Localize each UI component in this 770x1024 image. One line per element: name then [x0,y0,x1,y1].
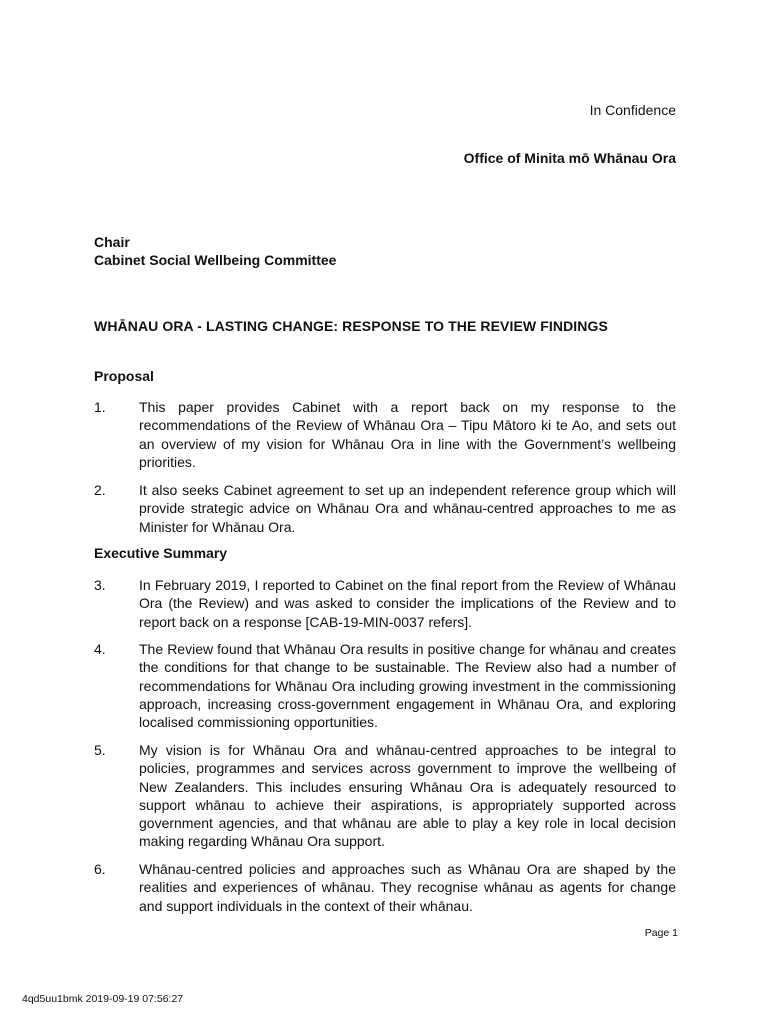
numbered-paragraph [94,860,676,915]
footer-stamp: 4qd5uu1bmk 2019-09-19 07:56:27 [22,993,184,1005]
paragraph-text: The Review found that Whānau Ora results in positive change for whānau and creates the conditions for that change to be sustainable. The Review also had a number of recommendations for Whānau Ora including growing investment in the commissioning approach, increasing cross-government engagement in Whānau Ora, and exploring localised commissioning opportunities. [139,641,676,731]
numbered-paragraph [94,640,676,731]
paragraph-text: In February 2019, I reported to Cabinet on the final report from the Review of Whānau Ora (the Review) and was asked to consider the implications of the Review and to report back on a response [CAB-19-MIN-0037 refers]. [139,577,676,630]
addressee-line1: Chair [94,234,130,250]
numbered-paragraph [94,576,676,631]
paragraph-number: 1. [94,399,106,415]
paragraph-text: This paper provides Cabinet with a report back on my response to the recommendations of the Review of Whānau Ora – Tipu Mātoro ki te Ao, and sets out an overview of my vision for Whānau Ora in line with the Government’s wellbeing priorities. [139,399,676,470]
paragraph-text: It also seeks Cabinet agreement to set up an independent reference group which will provide strategic advice on Whānau Ora and whānau-centred approaches to me as Minister for Whānau Ora. [139,482,676,535]
paragraph-number: 5. [94,742,106,758]
paragraph-number: 4. [94,641,106,657]
executive-summary-heading: Executive Summary [94,545,228,561]
proposal-heading: Proposal [94,368,154,384]
paragraph-number: 2. [94,482,106,498]
page-number: Page 1 [644,927,678,939]
numbered-paragraph [94,481,676,536]
addressee-line2: Cabinet Social Wellbeing Committee [94,252,337,268]
document-title: WHĀNAU ORA - LASTING CHANGE: RESPONSE TO THE REVIEW FINDINGS [94,318,608,334]
paragraph-text: My vision is for Whānau Ora and whānau-centred approaches to be integral to policies, programmes and services across government to improve the wellbeing of New Zealanders. This includes ensuring Whānau Ora is adequately resourced to support whānau to achieve their aspirations, is appropriately supported across government agencies, and that whānau are able to play a key role in local decision making regarding Whānau Ora support. [139,742,676,850]
classification-label: In Confidence [589,102,676,118]
paragraph-text: Whānau-centred policies and approaches such as Whānau Ora are shaped by the realities and experiences of whānau. They recognise whānau as agents for change and support individuals in the context of their whānau. [139,861,676,914]
addressee-block [94,233,336,269]
paragraph-number: 3. [94,577,106,593]
numbered-paragraph [94,398,676,471]
paragraph-number: 6. [94,861,106,877]
office-heading: Office of Minita mō Whānau Ora [463,150,676,166]
numbered-paragraph [94,741,676,851]
